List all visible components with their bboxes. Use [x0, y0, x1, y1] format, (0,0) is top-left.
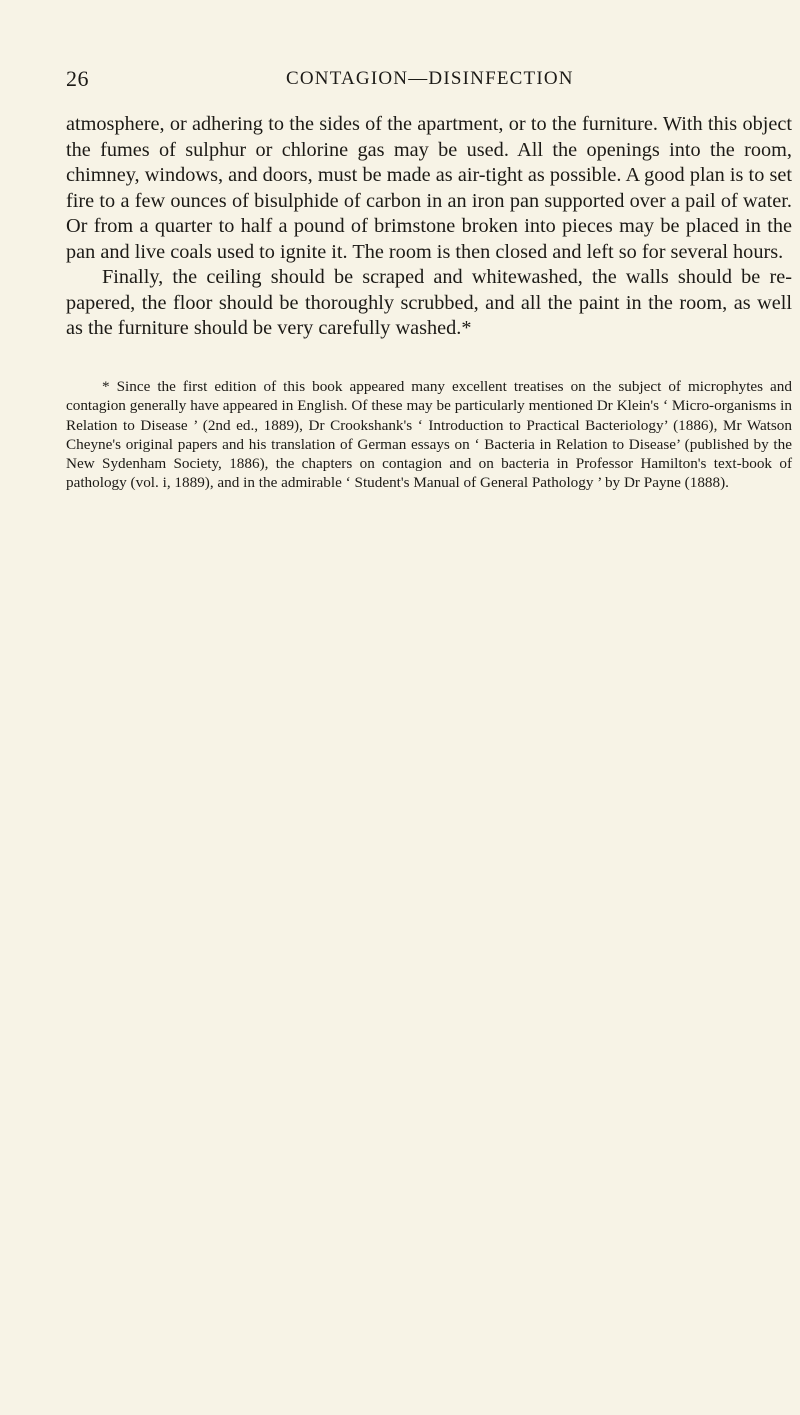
running-title: CONTAGION—DISINFECTION: [286, 68, 574, 89]
body-paragraph-2: Finally, the ceiling should be scraped and whitewashed, the walls should be re-papered, the floor should be thoroughly scrubbed, and all the paint in the room, as well as the furniture should be very carefully washed.*: [66, 266, 792, 339]
body-text: [66, 112, 792, 342]
footnote-text: * Since the first edition of this book appeared many excellent treatises on the subject of microphytes and contagion generally have appeared in English. Of these may be particularly mentioned Dr Klein's ‘ Micro-organisms in Relation to Disease ’ (2nd ed., 1889), Dr Crookshank's ‘ Introduction to Practical Bacteriology’ (1886), Mr Watson Cheyne's original papers and his translation of German essays on ‘ Bacteria in Relation to Disease’ (published by the New Sydenham Society, 1886), the chapters on contagion and on bacteria in Professor Hamilton's text-book of pathology (vol. i, 1889), and in the admirable ‘ Student's Manual of General Pathology ’ by Dr Payne (1888).: [66, 378, 792, 492]
running-head: [66, 66, 786, 96]
body-paragraph-1: atmosphere, or adhering to the sides of the apartment, or to the furniture. With this object the fumes of sulphur or chlorine gas may be used. All the openings into the room, chimney, windows, and doors, must be made as air-tight as possible. A good plan is to set fire to a few ounces of bisulphide of carbon in an iron pan supported over a pail of water. Or from a quarter to half a pound of brimstone broken into pieces may be placed in the pan and live coals used to ignite it. The room is then closed and left so for several hours.: [66, 113, 792, 263]
footnote: [66, 377, 792, 493]
page-number: 26: [66, 66, 89, 91]
